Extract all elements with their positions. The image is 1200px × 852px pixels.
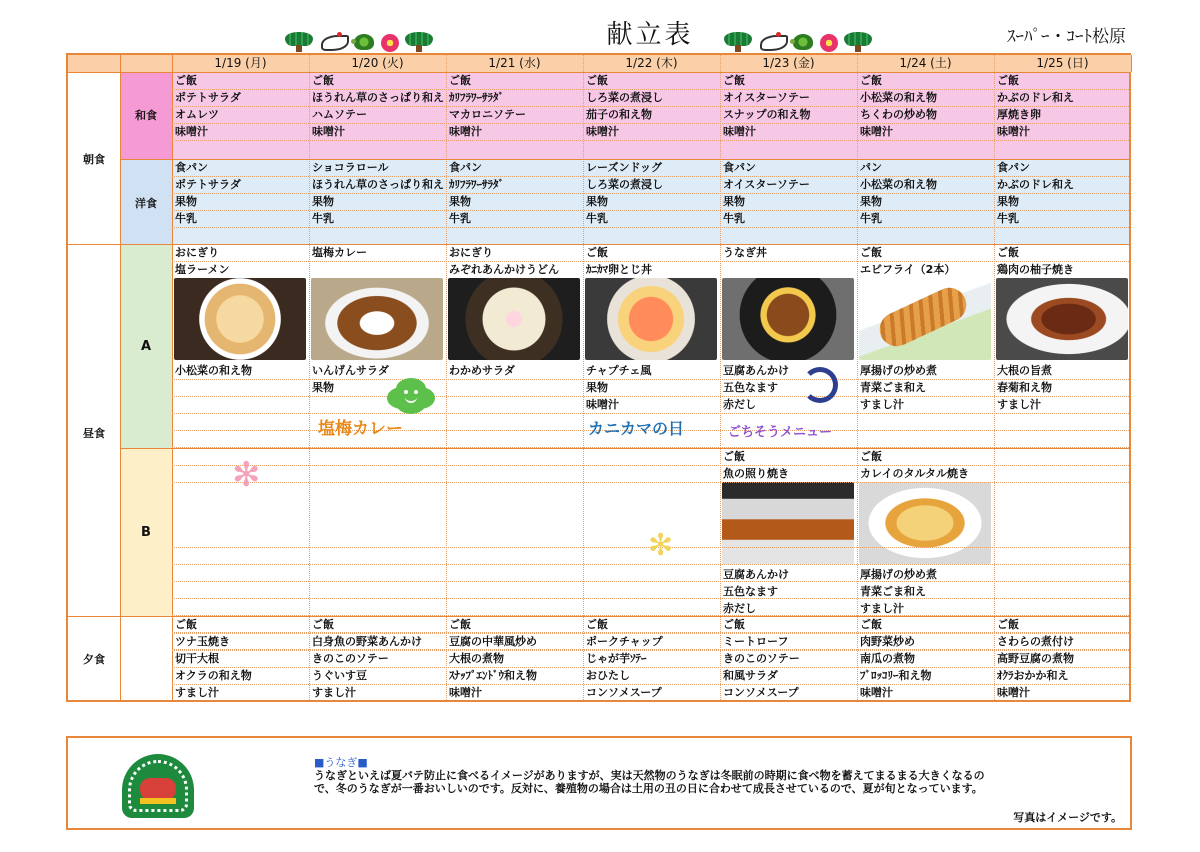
dinner-item: ポークチャップ xyxy=(586,635,663,648)
turtle-icon xyxy=(790,30,816,52)
lunch-a-item xyxy=(449,396,582,413)
note-box xyxy=(66,736,1132,830)
lunch-a-item: 塩ラーメン xyxy=(175,263,230,276)
lunch-a-item: 厚揚げの炒め煮 xyxy=(860,364,937,377)
dinner-item: ご飯 xyxy=(860,618,882,631)
breakfast-yo-item: レーズンドッグ xyxy=(586,161,663,174)
lunch-a-item: 春菊和え物 xyxy=(997,381,1052,394)
menu-table xyxy=(66,53,1131,702)
col-sep xyxy=(446,55,447,700)
breakfast-yo-item: 果物 xyxy=(449,195,471,208)
row-line xyxy=(172,465,1129,466)
dinner-item: おひたし xyxy=(586,669,630,682)
breakfast-yo-item: 食パン xyxy=(449,161,482,174)
row-line xyxy=(172,140,1129,141)
row-line xyxy=(172,581,1129,582)
breakfast-wa-item: ほうれん草のさっぱり和え xyxy=(312,91,444,104)
dinner-item: コンソメスープ xyxy=(723,686,799,699)
breakfast-wa-item: ポテトサラダ xyxy=(175,91,241,104)
lunch-a-photo-udon xyxy=(448,278,580,360)
lunch-b-item: 豆腐あんかけ xyxy=(723,568,789,581)
breakfast-wa-item: 厚焼き卵 xyxy=(997,108,1041,121)
breakfast-yo-item: 果物 xyxy=(860,195,882,208)
dinner-item: 南瓜の煮物 xyxy=(860,652,915,665)
row-line xyxy=(172,564,1129,565)
dinner-item: ｽﾅｯﾌﾟｴﾝﾄﾞｳ和え物 xyxy=(449,669,537,682)
dinner-item: 切干大根 xyxy=(175,652,219,665)
breakfast-yo-item: かぶのドレ和え xyxy=(997,178,1074,191)
overlay-shioume: 塩梅カレー xyxy=(318,419,403,439)
breakfast-wa-item: ちくわの炒め物 xyxy=(860,108,937,121)
breakfast-yo-item: 牛乳 xyxy=(723,212,745,225)
lunch-a-item: 塩梅カレー xyxy=(312,246,367,259)
dinner-item: うぐいす豆 xyxy=(312,669,367,682)
crane-icon xyxy=(758,30,786,52)
breakfast-yo-item: 果物 xyxy=(723,195,745,208)
dinner-item: ミートローフ xyxy=(723,635,789,648)
dinner-item: コンソメスープ xyxy=(586,686,662,699)
lunch-a-item: すまし汁 xyxy=(997,398,1041,411)
lunch-a-item: 鶏肉の柚子焼き xyxy=(997,263,1074,276)
header-decoration-left xyxy=(283,20,435,52)
dinner-item: 高野豆腐の煮物 xyxy=(997,652,1074,665)
washoku-label: 和食 xyxy=(135,109,157,122)
breakfast-wa-item: スナップの和え物 xyxy=(723,108,811,121)
col-sep xyxy=(172,55,173,700)
breakfast-yo-item: 食パン xyxy=(723,161,756,174)
lunch-a-item: ご飯 xyxy=(586,246,608,259)
lunch-b-item: カレイのタルタル焼き xyxy=(860,467,970,480)
breakfast-wa-item: 味噌汁 xyxy=(175,125,208,138)
dinner-item: じゃが芋ｿﾃｰ xyxy=(586,652,647,665)
breakfast-wa-item: 味噌汁 xyxy=(997,125,1030,138)
lunch-a-photo-curry xyxy=(311,278,443,360)
lunch-a-item: いんげんサラダ xyxy=(312,364,389,377)
smile-flower-icon xyxy=(394,383,428,409)
page-title: 献立表 xyxy=(606,20,694,50)
lunch-a-item: すまし汁 xyxy=(860,398,904,411)
sakura-icon: ✻ xyxy=(648,528,674,563)
lunch-b-item: 魚の照り焼き xyxy=(723,467,789,480)
lunch-a-photo-ebifry xyxy=(859,278,991,360)
breakfast-wa-item: 味噌汁 xyxy=(860,125,893,138)
dinner-item: 味噌汁 xyxy=(997,686,1030,699)
header-corner-2 xyxy=(120,55,173,72)
lunch-a-item: ｶﾆｶﾏ卵とじ丼 xyxy=(586,263,652,276)
breakfast-yo-item: 牛乳 xyxy=(449,212,471,225)
breakfast-wa-item: 味噌汁 xyxy=(449,125,482,138)
dinner-item: ご飯 xyxy=(586,618,608,631)
lunch-a-item xyxy=(723,261,856,278)
row-line xyxy=(172,261,1129,262)
lunch-a-photo-ramen xyxy=(174,278,306,360)
breakfast-wa-item: ご飯 xyxy=(312,74,334,87)
sakura-icon: ✻ xyxy=(232,455,261,495)
breakfast-wa-item: ｶﾘﾌﾗﾜｰｻﾗﾀﾞ xyxy=(449,91,504,104)
dinner-item: ご飯 xyxy=(723,618,745,631)
breakfast-wa-item: 味噌汁 xyxy=(312,125,345,138)
lunch-a-item: わかめサラダ xyxy=(449,364,515,377)
col-sep xyxy=(720,55,721,700)
breakfast-wa-item: オムレツ xyxy=(175,108,219,121)
store-name: ｽｰﾊﾟｰ・ｺｰﾄ松原 xyxy=(1007,27,1126,47)
breakfast-yo-item: 牛乳 xyxy=(860,212,882,225)
lunch-b-item: 厚揚げの炒め煮 xyxy=(860,568,937,581)
lunch-a-item: 味噌汁 xyxy=(586,398,619,411)
day-header: 1/23 (金) xyxy=(720,55,858,72)
lunch-a-item: みぞれあんかけうどん xyxy=(449,263,559,276)
breakfast-yo-item: 果物 xyxy=(997,195,1019,208)
dinner-item: きのこのソテー xyxy=(312,652,389,665)
pine-icon xyxy=(842,32,874,52)
lunch-a-photo-unagi xyxy=(722,278,854,360)
dinner-item: 白身魚の野菜あんかけ xyxy=(312,635,422,648)
lunch-a-item: ご飯 xyxy=(860,246,882,259)
dinner-item: オクラの和え物 xyxy=(175,669,252,682)
day-header: 1/20 (火) xyxy=(309,55,447,72)
breakfast-wa-item: 茄子の和え物 xyxy=(586,108,652,121)
breakfast-yo-item: 牛乳 xyxy=(312,212,334,225)
lunch-a-item: 大根の旨煮 xyxy=(997,364,1052,377)
breakfast-wa-item: しろ菜の煮浸し xyxy=(586,91,663,104)
lunch-b-item: 赤だし xyxy=(723,602,756,615)
row-line xyxy=(172,379,1129,380)
breakfast-yo-item: ｶﾘﾌﾗﾜｰｻﾗﾀﾞ xyxy=(449,178,504,191)
pine-icon xyxy=(403,32,435,52)
breakfast-wa-item: ご飯 xyxy=(449,74,471,87)
breakfast-yo-item: 果物 xyxy=(312,195,334,208)
col-sep-label xyxy=(120,55,121,700)
ume-icon xyxy=(381,34,399,52)
dinner-item: すまし汁 xyxy=(312,686,356,699)
lunch-b-label: B xyxy=(141,525,151,540)
row-line xyxy=(172,598,1129,599)
breakfast-wa-item: ご飯 xyxy=(586,74,608,87)
ox-mascot-icon xyxy=(122,754,194,818)
dinner-item: ｵｸﾗおかか和え xyxy=(997,669,1069,682)
dinner-item: きのこのソテー xyxy=(723,652,800,665)
lunch-a-item: 青菜ごま和え xyxy=(860,381,926,394)
breakfast-yo-item: 牛乳 xyxy=(997,212,1019,225)
breakfast-wa-item: ご飯 xyxy=(175,74,197,87)
lunch-a-item xyxy=(175,396,308,413)
dinner-item: さわらの煮付け xyxy=(997,635,1074,648)
yoshoku-label: 洋食 xyxy=(135,197,157,210)
lunch-a-photo-chicken xyxy=(996,278,1128,360)
breakfast-wa-item: オイスターソテー xyxy=(723,91,810,104)
day-header: 1/22 (木) xyxy=(583,55,721,72)
lunch-a-item: チャプチェ風 xyxy=(586,364,652,377)
dinner-item: ご飯 xyxy=(312,618,334,631)
lunch-b-item: 青菜ごま和え xyxy=(860,585,926,598)
lunch-a-item xyxy=(449,379,582,396)
lunch-b-item: ご飯 xyxy=(860,450,882,463)
header-corner xyxy=(68,55,121,72)
breakfast-wa-item: 味噌汁 xyxy=(723,125,756,138)
dinner-item: すまし汁 xyxy=(175,686,219,699)
dinner-label: 夕食 xyxy=(83,653,105,666)
lunch-a-item: 赤だし xyxy=(723,398,756,411)
lunch-a-item: うなぎ丼 xyxy=(723,246,767,259)
dinner-item: ご飯 xyxy=(175,618,197,631)
dinner-item: 大根の煮物 xyxy=(449,652,504,665)
note-heading: ■うなぎ■ xyxy=(314,756,368,769)
breakfast-yo-item: 牛乳 xyxy=(175,212,197,225)
breakfast-wa-item: ご飯 xyxy=(997,74,1019,87)
day-header: 1/21 (水) xyxy=(446,55,584,72)
lunch-a-label: A xyxy=(140,339,152,354)
breakfast-wa-item: マカロニソテー xyxy=(449,108,526,121)
dinner-item: 味噌汁 xyxy=(860,686,893,699)
breakfast-yo-item: 牛乳 xyxy=(586,212,608,225)
breakfast-yo-item: ショコラロール xyxy=(312,161,389,174)
lunch-b-photo-gratin xyxy=(859,482,991,564)
breakfast-yo-item: しろ菜の煮浸し xyxy=(586,178,663,191)
breakfast-wa-item: かぶのドレ和え xyxy=(997,91,1074,104)
day-header: 1/24 (土) xyxy=(857,55,995,72)
overlay-kanikama-day: カニカマの日 xyxy=(588,419,685,438)
breakfast-wa-item: ハムソテー xyxy=(312,108,367,121)
lunch-label: 昼食 xyxy=(83,427,105,440)
dinner-item: ツナ玉焼き xyxy=(175,635,230,648)
lunch-a-item: ご飯 xyxy=(997,246,1019,259)
turtle-icon xyxy=(351,30,377,52)
pine-icon xyxy=(283,32,315,52)
row-line xyxy=(172,396,1129,397)
row-line xyxy=(172,227,1129,228)
breakfast-yo-item: 食パン xyxy=(175,161,208,174)
crane-icon xyxy=(319,30,347,52)
breakfast-wa-item: ご飯 xyxy=(860,74,882,87)
lunch-a-item xyxy=(312,261,445,278)
breakfast-yo-item: オイスターソテー xyxy=(723,178,810,191)
lunch-a-item: 果物 xyxy=(586,381,608,394)
col-sep xyxy=(857,55,858,700)
lunch-a-item: エビフライ（2本） xyxy=(860,263,956,276)
breakfast-yo-item: 食パン xyxy=(997,161,1030,174)
lunch-a-item: 小松菜の和え物 xyxy=(175,364,252,377)
lunch-b-item: 五色なます xyxy=(723,585,778,598)
swirl-icon xyxy=(802,367,838,403)
col-sep xyxy=(309,55,310,700)
breakfast-yo-item: パン xyxy=(860,161,882,174)
day-header: 1/25 (日) xyxy=(994,55,1132,72)
lunch-a-item: 果物 xyxy=(312,381,334,394)
row-line xyxy=(172,413,1129,414)
pine-icon xyxy=(722,32,754,52)
day-header: 1/19 (月) xyxy=(172,55,310,72)
dinner-item: 和風サラダ xyxy=(723,669,778,682)
breakfast-yo-item: ポテトサラダ xyxy=(175,178,241,191)
breakfast-yo-item: 小松菜の和え物 xyxy=(860,178,937,191)
lunch-a-item xyxy=(175,379,308,396)
overlay-gochisou: ごちそうメニュー xyxy=(728,425,833,440)
breakfast-yo-item: 果物 xyxy=(586,195,608,208)
row-line xyxy=(172,482,1129,483)
col-sep xyxy=(583,55,584,700)
lunch-a-photo-kanitama xyxy=(585,278,717,360)
lunch-a-item: 五色なます xyxy=(723,381,778,394)
note-footer: 写真はイメージです。 xyxy=(1013,811,1122,824)
note-body: うなぎといえば夏バテ防止に食べるイメージがありますが、実は天然物のうなぎは冬眠前の時期に食べ物を蓄えてまるまる大きくなるので、冬のうなぎが一番おいしいのです。反対に、養殖物の場合は土用の丑の日に合わせて成長させているので、夏が旬となっています。 xyxy=(314,769,985,795)
dinner-item: 味噌汁 xyxy=(449,686,482,699)
lunch-b-photo-fish xyxy=(722,482,854,564)
breakfast-wa-item: 小松菜の和え物 xyxy=(860,91,937,104)
dinner-item: ご飯 xyxy=(997,618,1019,631)
dinner-item: 肉野菜炒め xyxy=(860,635,915,648)
breakfast-yo-item: ほうれん草のさっぱり和え xyxy=(312,178,444,191)
lunch-a-item: 豆腐あんかけ xyxy=(723,364,789,377)
lunch-a-item: おにぎり xyxy=(175,246,219,259)
col-sep xyxy=(994,55,995,700)
header-decoration-right xyxy=(722,20,874,52)
ume-icon xyxy=(820,34,838,52)
dinner-item: ご飯 xyxy=(449,618,471,631)
breakfast-label: 朝食 xyxy=(83,153,105,166)
breakfast-wa-item: 味噌汁 xyxy=(586,125,619,138)
dinner-item: 豆腐の中華風炒め xyxy=(449,635,537,648)
lunch-a-item: おにぎり xyxy=(449,246,493,259)
breakfast-yo-item: 果物 xyxy=(175,195,197,208)
dinner-item: ﾌﾞﾛｯｺﾘｰ和え物 xyxy=(860,669,932,682)
lunch-b-item: すまし汁 xyxy=(860,602,904,615)
lunch-b-item: ご飯 xyxy=(723,450,745,463)
breakfast-wa-item: ご飯 xyxy=(723,74,745,87)
